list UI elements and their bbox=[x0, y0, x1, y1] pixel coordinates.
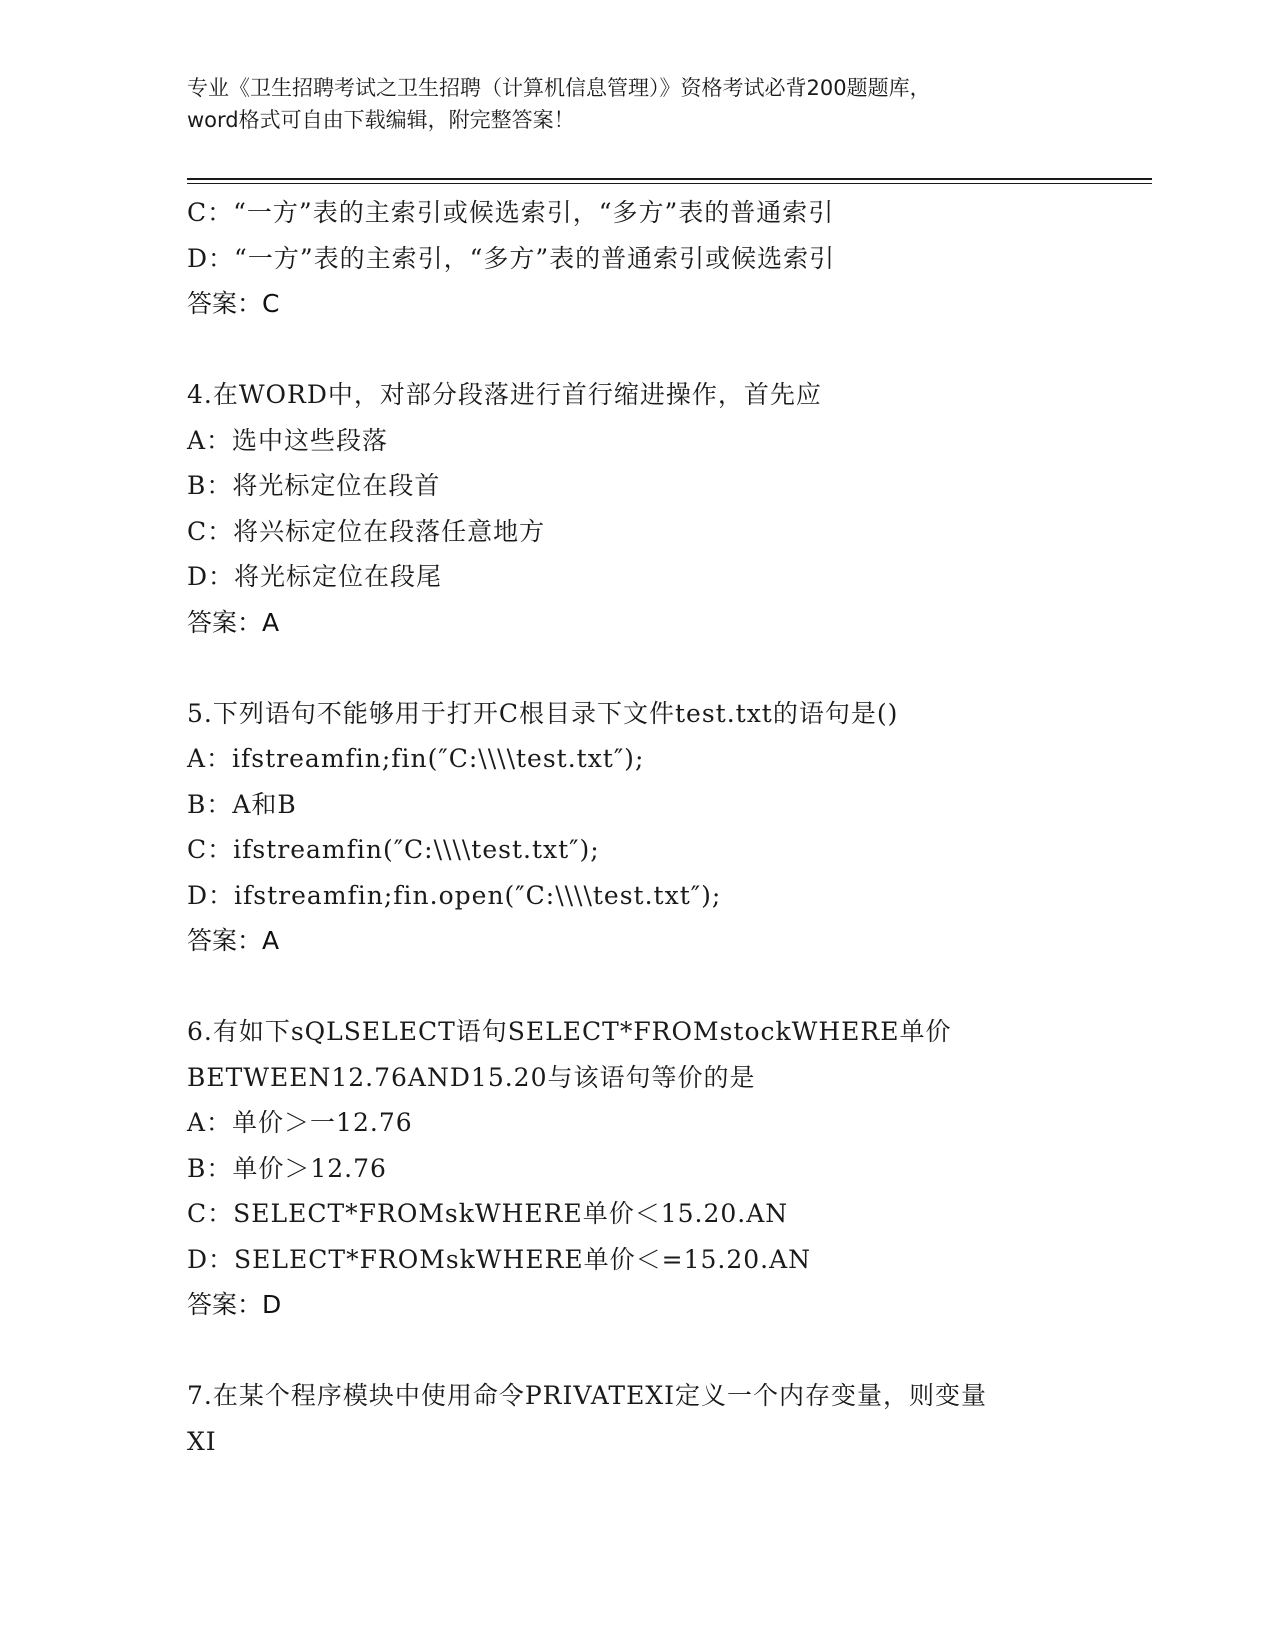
q5-option-d: D：ifstreamfin;fin.open(″C:\\\\test.txt″); bbox=[187, 880, 722, 910]
q3-option-c: C：“一方”表的主索引或候选索引，“多方”表的普通索引 bbox=[187, 198, 835, 227]
q4-question: 4.在WORD中，对部分段落进行首行缩进操作，首先应 bbox=[187, 380, 822, 409]
q3-answer: 答案：C bbox=[187, 289, 280, 318]
q4-option-d: D：将光标定位在段尾 bbox=[187, 562, 443, 591]
q5-answer: 答案：A bbox=[187, 926, 280, 955]
question-7 bbox=[187, 1373, 1127, 1464]
q6-option-a: A：单价＞一12.76 bbox=[187, 1108, 413, 1137]
question-4 bbox=[187, 372, 1127, 645]
question-3-tail bbox=[187, 190, 1127, 327]
q5-option-c: C：ifstreamfin(″C:\\\\test.txt″); bbox=[187, 835, 600, 864]
q6-option-c: C：SELECT*FROMskWHERE单价＜15.20.AN bbox=[187, 1199, 789, 1228]
q4-answer: 答案：A bbox=[187, 607, 280, 637]
q6-answer: 答案：D bbox=[187, 1290, 282, 1319]
q7-question-line-1: 7.在某个程序模块中使用命令PRIVATEXI定义一个内存变量，则变量 bbox=[187, 1381, 988, 1410]
q7-question-line-2: XI bbox=[187, 1426, 217, 1456]
q4-option-b: B：将光标定位在段首 bbox=[187, 471, 441, 500]
question-6 bbox=[187, 1009, 1127, 1328]
spacer bbox=[187, 1328, 1127, 1374]
question-list bbox=[187, 190, 1127, 1464]
header-divider-thin bbox=[187, 183, 1152, 184]
q6-question-line-2: BETWEEN12.76AND15.20与该语句等价的是 bbox=[187, 1062, 756, 1092]
q5-option-a: A：ifstreamfin;fin(″C:\\\\test.txt″); bbox=[187, 744, 645, 773]
header-divider-thick bbox=[187, 178, 1152, 180]
q5-option-b: B：A和B bbox=[187, 789, 297, 819]
header-title-line-2: word格式可自由下载编辑，附完整答案！ bbox=[187, 108, 575, 132]
q5-question: 5.下列语句不能够用于打开C根目录下文件test.txt的语句是() bbox=[187, 698, 899, 728]
header-title-line-1: 专业《卫生招聘考试之卫生招聘（计算机信息管理）》资格考试必背200题题库， bbox=[187, 76, 931, 100]
q6-option-b: B：单价＞12.76 bbox=[187, 1153, 387, 1183]
spacer bbox=[187, 327, 1127, 373]
question-5 bbox=[187, 691, 1127, 964]
q6-option-d: D：SELECT*FROMskWHERE单价＜=15.20.AN bbox=[187, 1244, 812, 1274]
q3-option-d: D：“一方”表的主索引，“多方”表的普通索引或候选索引 bbox=[187, 243, 836, 273]
spacer bbox=[187, 645, 1127, 691]
q4-option-a: A：选中这些段落 bbox=[187, 425, 389, 455]
spacer bbox=[187, 964, 1127, 1010]
document-header bbox=[187, 72, 1087, 136]
q6-question-line-1: 6.有如下sQLSELECT语句SELECT*FROMstockWHERE单价 bbox=[187, 1017, 952, 1046]
q4-option-c: C：将兴标定位在段落任意地方 bbox=[187, 516, 546, 546]
